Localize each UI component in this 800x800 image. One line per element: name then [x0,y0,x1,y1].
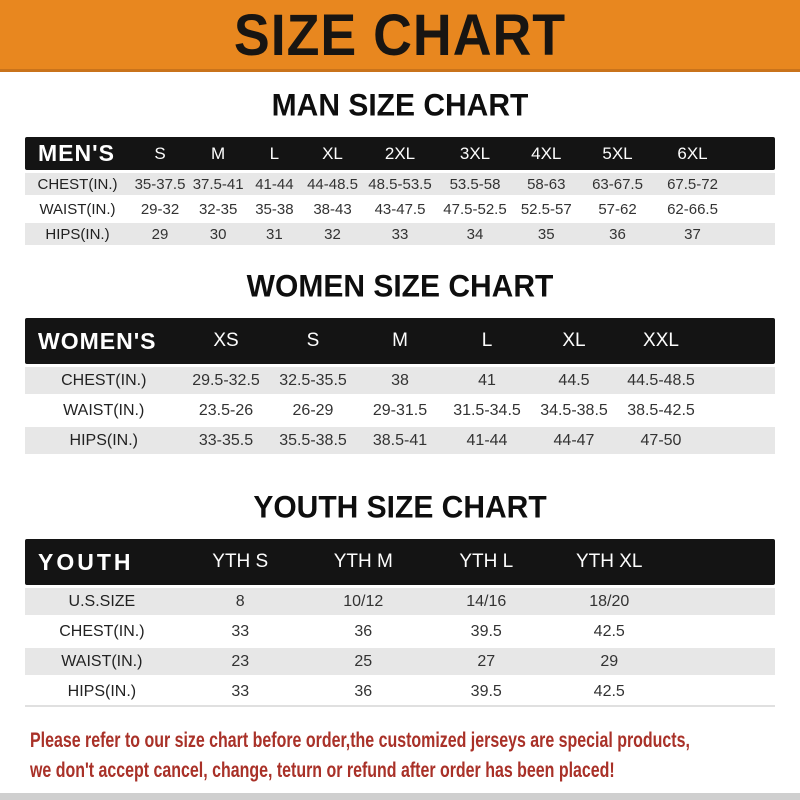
size-column-header: L [481,330,493,351]
size-value: 52.5-57 [520,200,572,218]
size-value: 38 [391,371,409,389]
row-label: HIPS(IN.) [67,682,137,700]
size-column-header: YTH S [212,551,269,572]
row-label: CHEST(IN.) [37,175,118,193]
row-label: U.S.SIZE [68,592,136,610]
size-value: 30 [209,225,227,243]
size-column-header: YTH M [333,551,393,572]
youth-ussize-row [25,588,775,615]
size-value: 43-47.5 [374,200,426,218]
men-size-table [25,137,775,245]
size-value: 39.5 [470,682,502,700]
size-value: 47.5-52.5 [443,200,507,218]
size-column-header: XXL [643,330,679,351]
men-table-title: MEN'S [38,140,115,166]
youth-table-header [25,539,775,585]
size-value: 36 [354,622,373,640]
size-column-header: 6XL [677,143,708,163]
size-column-header: 4XL [531,143,562,163]
size-value: 27 [477,652,496,670]
row-label: WAIST(IN.) [39,200,116,218]
size-value: 58-63 [527,175,566,193]
men-chest-row [25,173,775,195]
size-value: 38.5-41 [372,431,428,449]
men-waist-row [25,198,775,220]
size-value: 33 [391,225,409,243]
size-value: 63-67.5 [592,175,643,193]
size-value: 35.5-38.5 [279,431,347,449]
size-column-header: S [154,143,166,163]
women-chest-row [25,367,775,394]
size-value: 42.5 [593,622,625,640]
row-label: WAIST(IN.) [63,401,145,419]
size-column-header: 5XL [602,143,633,163]
size-column-header: XS [213,330,239,351]
disclaimer [0,707,800,786]
size-value: 32.5-35.5 [279,371,347,389]
size-value: 47-50 [640,431,682,449]
women-table-title: WOMEN'S [38,327,157,354]
size-column-header: YTH XL [575,551,643,572]
women-waist-row [25,397,775,424]
size-value: 14/16 [466,592,507,610]
size-column-header: YTH L [459,551,514,572]
size-value: 29-32 [140,200,180,218]
women-chart-heading: WOMEN SIZE CHART [246,269,554,304]
row-label: CHEST(IN.) [59,622,145,640]
row-label: CHEST(IN.) [61,371,147,389]
bottom-strip [0,793,800,800]
size-value: 29-31.5 [372,401,428,419]
size-value: 62-66.5 [667,200,718,218]
disclaimer-line-2: we don't accept cancel, change, teturn or refund after order has been placed! [30,759,615,782]
men-chart-heading: MAN SIZE CHART [271,88,529,123]
men-table-header [25,137,775,170]
size-column-header: 2XL [384,143,416,163]
size-value: 42.5 [593,682,625,700]
size-value: 44.5-48.5 [627,371,695,389]
women-hips-row [25,427,775,454]
size-value: 10/12 [343,592,384,610]
size-value: 37 [684,225,701,243]
size-value: 31 [266,225,283,243]
women-table-header [25,318,775,364]
row-label: WAIST(IN.) [61,652,143,670]
size-column-header: M [392,330,408,351]
size-value: 38.5-42.5 [627,401,695,419]
size-value: 23 [231,652,250,670]
size-value: 41-44 [466,431,508,449]
youth-table-title: YOUTH [38,548,134,575]
row-label: HIPS(IN.) [69,431,138,449]
youth-chart-heading: YOUTH SIZE CHART [253,490,547,525]
youth-section [0,490,800,707]
men-hips-row [25,223,775,245]
size-column-header: M [211,143,226,163]
size-value: 53.5-58 [449,175,501,193]
size-value: 23.5-26 [198,401,254,419]
row-label: HIPS(IN.) [45,225,110,243]
size-value: 57-62 [598,200,637,218]
size-value: 8 [235,592,245,610]
size-value: 38-43 [313,200,352,218]
size-value: 44-47 [553,431,595,449]
size-value: 32 [324,225,341,243]
youth-size-table [25,539,775,707]
size-value: 36 [354,682,373,700]
size-value: 44-48.5 [307,175,358,193]
page-title: SIZE CHART [233,1,567,67]
size-value: 18/20 [589,592,630,610]
size-column-header: 3XL [459,143,491,163]
size-value: 33-35.5 [198,431,254,449]
size-value: 35 [537,225,555,243]
men-section [0,88,800,245]
size-value: 34.5-38.5 [540,401,608,419]
women-size-table [25,318,775,454]
size-value: 35-38 [255,200,294,218]
size-value: 67.5-72 [667,175,718,193]
size-value: 29 [151,225,169,243]
size-value: 41 [478,371,496,389]
size-value: 26-29 [292,401,334,419]
size-value: 35-37.5 [134,175,186,193]
size-value: 33 [231,622,250,640]
size-value: 37.5-41 [192,175,244,193]
women-section [0,269,800,454]
youth-hips-row [25,678,775,705]
size-value: 32-35 [198,200,238,218]
banner [0,0,800,72]
size-value: 44.5 [558,371,590,389]
size-value: 36 [609,225,626,243]
size-value: 34 [466,225,484,243]
youth-waist-row [25,648,775,675]
size-column-header: L [269,143,280,163]
size-value: 29.5-32.5 [192,371,260,389]
size-value: 25 [354,652,373,670]
size-value: 31.5-34.5 [453,401,521,419]
youth-chest-row [25,618,775,645]
size-value: 41-44 [255,175,294,193]
size-value: 48.5-53.5 [368,175,432,193]
size-column-header: XL [322,143,343,163]
size-column-header: S [306,330,320,351]
size-column-header: XL [562,330,586,351]
size-value: 39.5 [470,622,502,640]
disclaimer-line-1: Please refer to our size chart before order,the customized jerseys are special products, [30,729,690,752]
size-value: 33 [231,682,250,700]
size-value: 29 [600,652,619,670]
